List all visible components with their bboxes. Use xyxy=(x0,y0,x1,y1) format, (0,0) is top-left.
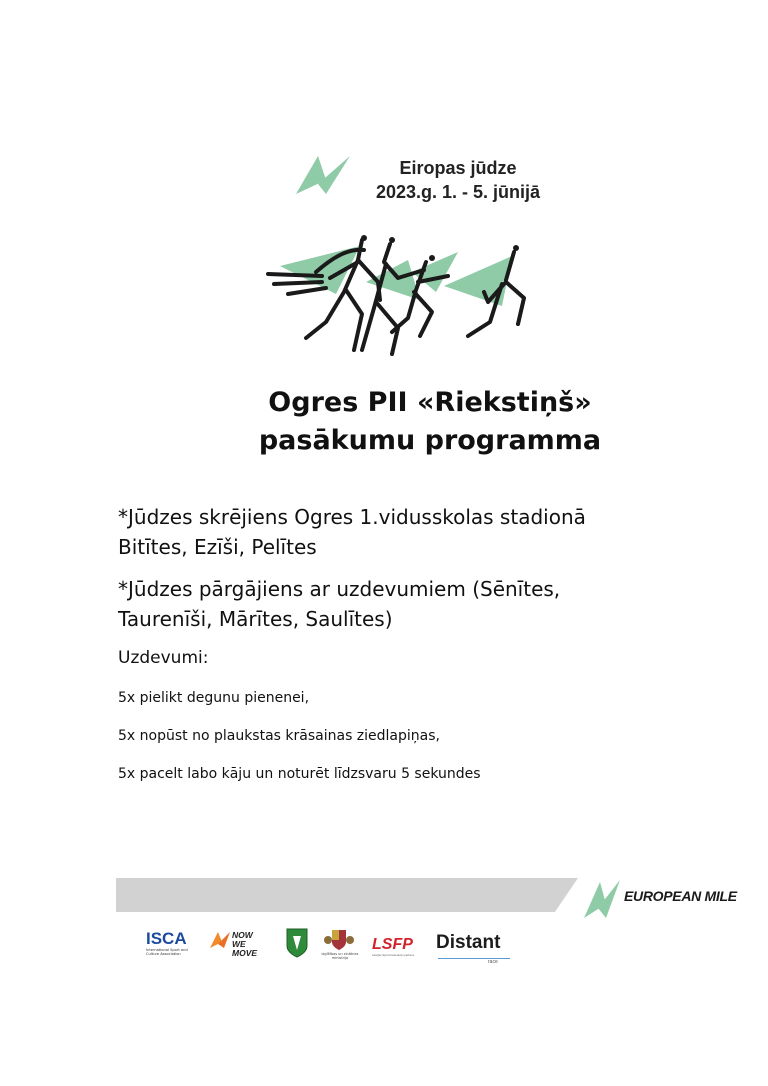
run-line-2: Bitītes, Ezīši, Pelītes xyxy=(118,535,317,559)
title-line-2: pasākumu programma xyxy=(258,425,602,456)
run-paragraph xyxy=(118,502,678,562)
tasks-heading: Uzdevumi: xyxy=(118,648,209,668)
task-item: 5x pielikt degunu pienenei, xyxy=(118,690,310,706)
lsfp-subtitle: Latvijas Sporta federāciju padome xyxy=(372,953,415,957)
hike-line-1: *Jūdzes pārgājiens ar uzdevumiem (Sēnītes, xyxy=(118,577,561,601)
distant-wordmark: Distant xyxy=(436,932,501,953)
now-we-move-logo xyxy=(210,930,272,958)
event-dates: 2023.g. 1. - 5. jūnijā xyxy=(375,182,541,202)
page-title xyxy=(180,384,680,460)
run-line-1: *Jūdzes skrējiens Ogres 1.vidusskolas stadionā xyxy=(118,505,586,529)
latvia-ministry-logo xyxy=(321,928,359,962)
now-we-move-wordmark xyxy=(232,931,272,958)
isca-logo xyxy=(146,930,200,956)
distant-underline xyxy=(438,958,510,959)
european-mile-arrow-icon xyxy=(296,154,352,196)
lsfp-wordmark: LSFP xyxy=(372,936,413,953)
task-item: 5x nopūst no plaukstas krāsainas ziedlapiņas, xyxy=(118,728,440,744)
distant-subtitle: race xyxy=(488,959,498,965)
isca-wordmark: ISCA xyxy=(146,929,187,948)
european-mile-brand: EUROPEAN MILE xyxy=(624,888,737,904)
nwm-line-2: WE MOVE xyxy=(232,939,258,958)
task-item: 5x pacelt labo kāju un noturēt līdzsvaru 5 sekundes xyxy=(118,766,481,782)
latvia-coat-of-arms-icon xyxy=(322,928,356,952)
running-figures-icon xyxy=(262,232,544,358)
event-header xyxy=(358,156,558,204)
nwm-line-1: NOW xyxy=(232,930,253,940)
hike-line-2: Taurenīši, Mārītes, Saulītes) xyxy=(118,607,393,631)
program-body xyxy=(118,502,678,802)
title-line-1: Ogres PII «Riekstiņš» xyxy=(268,387,592,418)
event-name: Eiropas jūdze xyxy=(399,158,517,178)
ogre-coat-of-arms-icon xyxy=(286,928,308,958)
latvia-ministry-caption: Izglītības un zinātnes ministrija xyxy=(321,952,359,960)
sponsor-logos xyxy=(146,928,526,968)
distant-race-logo xyxy=(436,932,526,965)
now-we-move-mark-icon xyxy=(210,930,232,950)
footer-band xyxy=(116,878,578,912)
isca-subtitle: International Sport and Culture Association xyxy=(146,948,188,956)
hike-paragraph xyxy=(118,574,678,634)
european-mile-logo-icon xyxy=(584,878,622,920)
lsfp-logo xyxy=(372,936,424,957)
